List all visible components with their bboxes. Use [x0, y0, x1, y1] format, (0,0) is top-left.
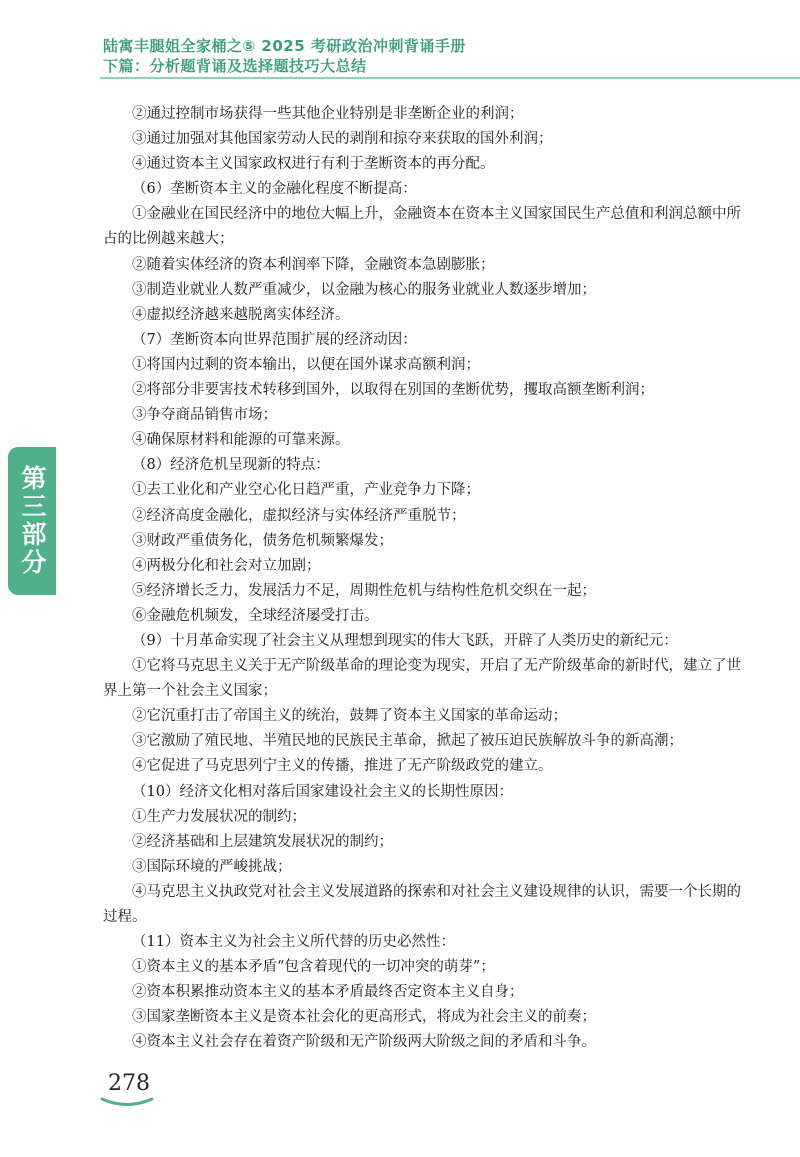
paragraph: ①去工业化和产业空心化日趋严重，产业竞争力下降；: [132, 482, 480, 499]
paragraph: ③财政严重债务化，债务危机频繁爆发；: [132, 532, 393, 549]
paragraph: ④它促进了马克思列宁主义的传播，推进了无产阶级政党的建立。: [132, 758, 553, 775]
paragraph: ④虚拟经济越来越脱离实体经济。: [132, 306, 350, 323]
paragraph: ②它沉重打击了帝国主义的统治，鼓舞了资本主义国家的革命运动；: [132, 708, 567, 725]
paragraph: ①将国内过剩的资本输出，以便在国外谋求高额利润；: [132, 356, 480, 373]
section-heading: （11）资本主义为社会主义所代替的历史必然性：: [132, 934, 455, 951]
section-title: 下篇：分析题背诵及选择题技巧大总结: [103, 57, 367, 75]
page-number-underline: [100, 1096, 154, 1108]
paragraph: ③国家垄断资本主义是资本社会化的更高形式，将成为社会主义的前奏；: [132, 1009, 596, 1026]
paragraph: ②资本积累推动资本主义的基本矛盾最终否定资本主义自身；: [132, 984, 524, 1001]
paragraph: ①金融业在国民经济中的地位大幅上升，金融资本在资本主义国家国民生产总值和利润总额中所占的比例越来越大；: [103, 206, 741, 248]
section-heading: （10）经济文化相对落后国家建设社会主义的长期性原因：: [132, 783, 513, 800]
paragraph: ④两极分化和社会对立加剧；: [132, 557, 321, 574]
paragraph: ①资本主义的基本矛盾“包含着现代的一切冲突的萌芽”；: [132, 959, 495, 976]
paragraph: ②经济高度金融化，虚拟经济与实体经济严重脱节；: [132, 507, 466, 524]
paragraph: ②通过控制市场获得一些其他企业特别是非垄断企业的利润；: [132, 106, 524, 122]
paragraph: ④确保原材料和能源的可靠来源。: [132, 432, 350, 449]
section-heading: （7）垄断资本向世界范围扩展的经济动因：: [132, 331, 417, 348]
paragraph: ③制造业就业人数严重减少，以金融为核心的服务业就业人数逐步增加；: [132, 281, 596, 298]
section-heading: （8）经济危机呈现新的特点：: [132, 457, 330, 474]
part-tab-label: 第三部分: [18, 465, 47, 577]
paragraph: ②随着实体经济的资本利润率下降，金融资本急剧膨胀；: [132, 256, 495, 273]
paragraph: ③争夺商品销售市场；: [132, 407, 277, 424]
header-divider: [100, 77, 800, 79]
paragraph: ③通过加强对其他国家劳动人民的剥削和掠夺来获取的国外利润；: [132, 131, 553, 148]
body-text: [103, 102, 753, 1056]
paragraph: ①生产力发展状况的制约；: [132, 808, 306, 825]
section-heading: （9）十月革命实现了社会主义从理想到现实的伟大飞跃，开辟了人类历史的新纪元：: [132, 632, 678, 649]
paragraph: ④马克思主义执政党对社会主义发展道路的探索和对社会主义建设规律的认识，需要一个长期的过程。: [103, 883, 741, 925]
paragraph: ③国际环境的严峻挑战；: [132, 858, 292, 875]
paragraph: ③它激励了殖民地、半殖民地的民族民主革命，掀起了被压迫民族解放斗争的新高潮；: [132, 733, 683, 750]
paragraph: ⑥金融危机频发，全球经济屡受打击。: [132, 607, 379, 624]
part-tab: [8, 447, 56, 595]
book-title: 陆寓丰腿姐全家桶之⑤ 2025 考研政治冲刺背诵手册: [103, 37, 466, 55]
paragraph: ②经济基础和上层建筑发展状况的制约；: [132, 833, 393, 850]
page-header: [103, 36, 760, 76]
paragraph: ②将部分非要害技术转移到国外，以取得在别国的垄断优势，攫取高额垄断利润；: [132, 382, 654, 399]
page-number: 278: [108, 1071, 150, 1096]
section-heading: （6）垄断资本主义的金融化程度不断提高：: [132, 181, 417, 198]
paragraph: ①它将马克思主义关于无产阶级革命的理论变为现实，开启了无产阶级革命的新时代，建立了世界上第一个社会主义国家；: [103, 658, 741, 700]
paragraph: ④通过资本主义国家政权进行有利于垄断资本的再分配。: [132, 156, 495, 173]
paragraph: ④资本主义社会存在着资产阶级和无产阶级两大阶级之间的矛盾和斗争。: [132, 1034, 596, 1051]
paragraph: ⑤经济增长乏力，发展活力不足，周期性危机与结构性危机交织在一起；: [132, 582, 596, 599]
